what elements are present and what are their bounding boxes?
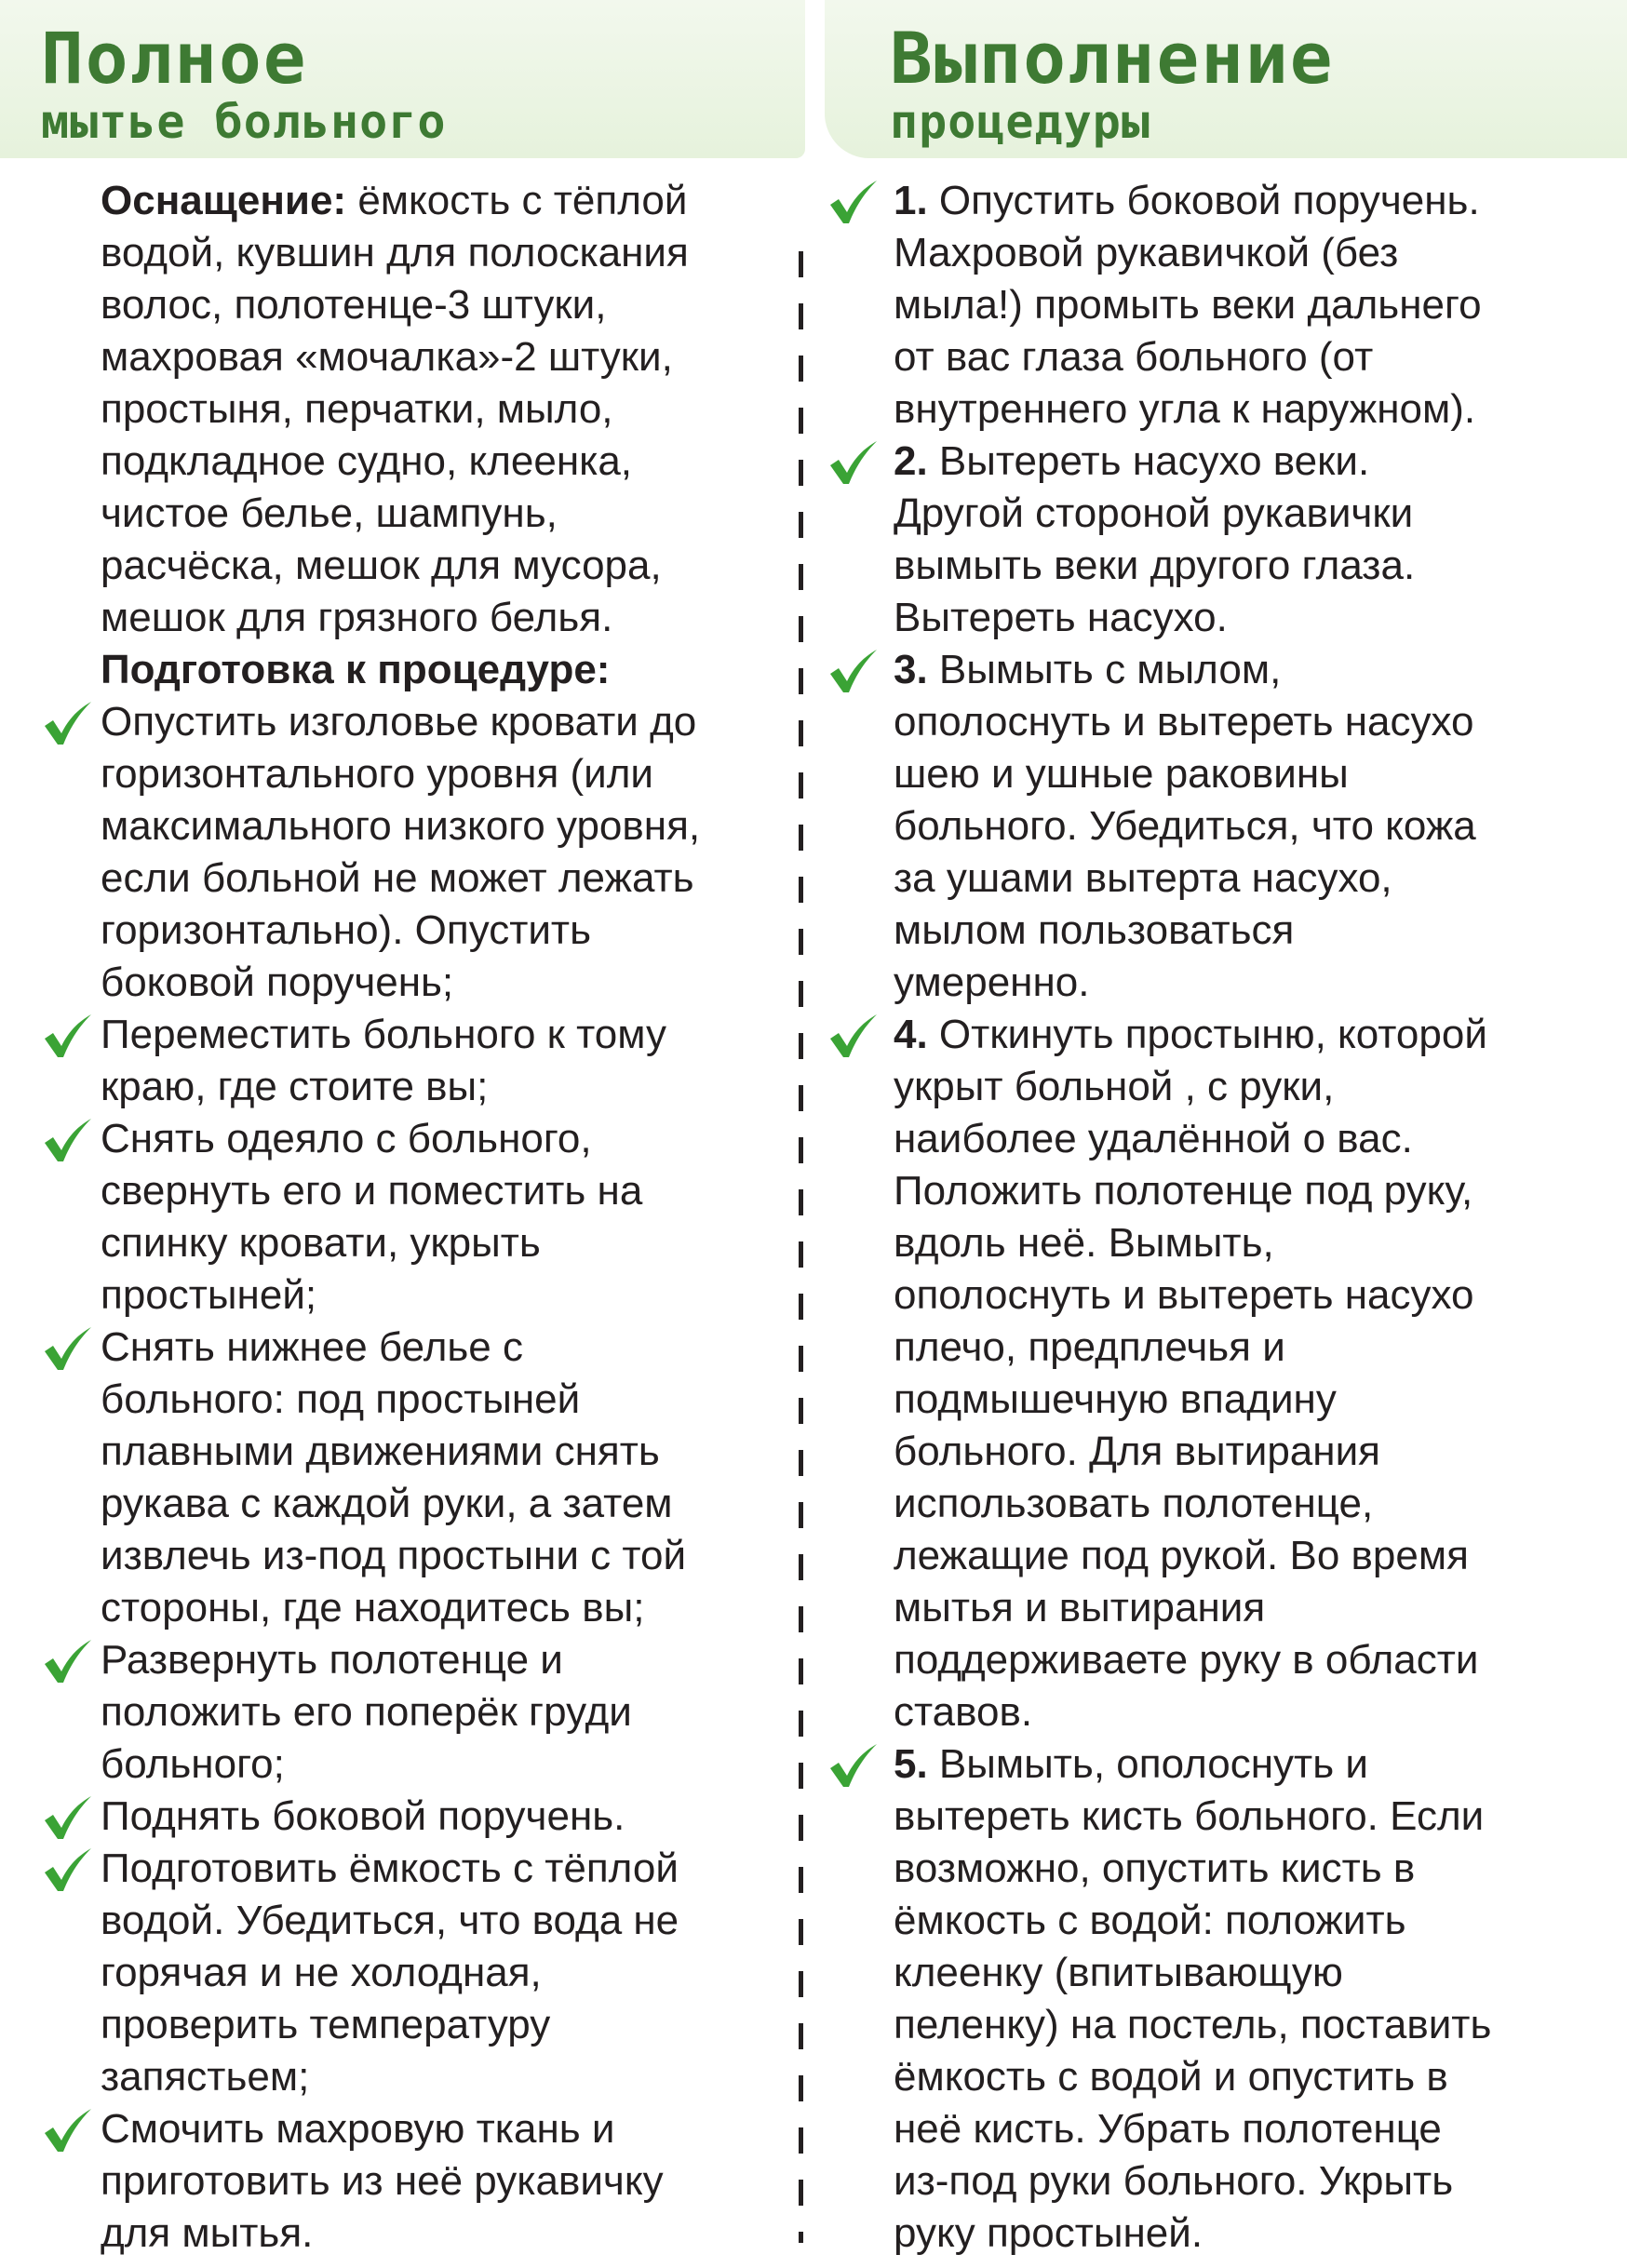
step-number: 2. <box>894 438 928 484</box>
step-first-line <box>894 1738 1491 1791</box>
step-line: лежащие под рукой. Во время <box>894 1533 1469 1578</box>
check-icon <box>827 1742 879 1791</box>
preparation-line-text: максимального низкого уровня, <box>101 803 701 849</box>
preparation-line <box>101 800 700 852</box>
check-icon <box>41 1013 93 1061</box>
preparation-item <box>101 1634 700 1791</box>
right-header <box>825 0 1627 158</box>
preparation-line <box>101 1947 700 1999</box>
step-text: Вымыть с мылом, <box>927 647 1282 692</box>
step-line: пеленку) на постель, поставить <box>894 2002 1492 2047</box>
preparation-line <box>101 1843 700 1895</box>
step-number: 4. <box>894 1012 928 1057</box>
check-icon <box>827 1013 879 1061</box>
step-line: за ушами вытерта насухо, <box>894 855 1392 901</box>
preparation-line-text: положить его поперёк груди <box>101 1689 632 1735</box>
check-icon <box>41 1325 93 1374</box>
preparation-item <box>101 1791 700 1843</box>
preparation-line-text: стороны, где находитесь вы; <box>101 1585 645 1631</box>
step-line: внутреннего угла к наружном). <box>894 386 1476 432</box>
step-line: плечо, предплечья и <box>894 1324 1285 1370</box>
step-line: ёмкость с водой и опустить в <box>894 2054 1448 2100</box>
preparation-line <box>101 2051 700 2103</box>
preparation-item <box>101 1322 700 1634</box>
preparation-item <box>101 696 700 1009</box>
right-header-subtitle: процедуры <box>890 95 1150 149</box>
step-item <box>894 175 1491 436</box>
preparation-line-text: спинку кровати, укрыть <box>101 1220 541 1266</box>
preparation-line <box>101 957 700 1009</box>
preparation-line <box>101 1791 700 1843</box>
preparation-line <box>101 2208 700 2260</box>
preparation-item <box>101 1843 700 2103</box>
equipment-line: подкладное судно, клеенка, <box>101 438 633 484</box>
preparation-line-text: Подготовить ёмкость с тёплой <box>101 1845 679 1891</box>
preparation-line-text: горячая и не холодная, <box>101 1950 542 1995</box>
step-line: неё кисть. Убрать полотенце <box>894 2106 1442 2152</box>
preparation-line-text: горизонтального уровня (или <box>101 751 653 797</box>
preparation-line <box>101 1999 700 2051</box>
step-text: Вымыть, ополоснуть и <box>927 1741 1368 1787</box>
step-line: вымыть веки другого глаза. <box>894 543 1416 588</box>
preparation-line <box>101 1738 700 1791</box>
preparation-line <box>101 1686 700 1738</box>
preparation-line <box>101 905 700 957</box>
column-divider <box>799 251 803 2243</box>
left-header-title: Полное <box>41 17 308 100</box>
step-line: возможно, опустить кисть в <box>894 1845 1416 1891</box>
step-line: мытья и вытирания <box>894 1585 1266 1631</box>
equipment-line: простыня, перчатки, мыло, <box>101 386 613 432</box>
preparation-line-text: плавными движениями снять <box>101 1429 660 1474</box>
step-line: от вас глаза больного (от <box>894 334 1374 380</box>
preparation-line <box>101 1217 700 1269</box>
step-first-line <box>894 1009 1491 1061</box>
preparation-line <box>101 1895 700 1947</box>
preparation-line <box>101 748 700 800</box>
preparation-line-text: проверить температуру <box>101 2002 551 2047</box>
check-icon <box>827 439 879 488</box>
preparation-line-text: краю, где стоите вы; <box>101 1064 489 1109</box>
step-line: умеренно. <box>894 960 1090 1005</box>
step-line: подмышечную впадину <box>894 1376 1337 1422</box>
preparation-label: Подготовка к процедуре: <box>101 647 611 692</box>
preparation-line <box>101 2103 700 2155</box>
step-line: поддерживаете руку в области <box>894 1637 1479 1683</box>
left-column <box>101 175 700 2260</box>
right-header-title: Выполнение <box>890 17 1335 100</box>
preparation-heading <box>101 644 700 696</box>
preparation-line-text: Снять нижнее белье с <box>101 1324 523 1370</box>
step-text: Вытереть насухо веки. <box>927 438 1370 484</box>
step-number: 1. <box>894 178 928 223</box>
preparation-line <box>101 1061 700 1113</box>
equipment-line: чистое белье, шампунь, <box>101 490 558 536</box>
preparation-line <box>101 1530 700 1582</box>
step-first-line <box>894 436 1491 488</box>
equipment-line: водой, кувшин для полоскания <box>101 230 689 275</box>
preparation-line-text: Снять одеяло с больного, <box>101 1116 592 1161</box>
preparation-line <box>101 1478 700 1530</box>
step-line: ставов. <box>894 1689 1033 1735</box>
equipment-line: волос, полотенце-3 штуки, <box>101 282 607 328</box>
preparation-line-text: больного: под простыней <box>101 1376 581 1422</box>
equipment-line: мешок для грязного белья. <box>101 595 613 640</box>
preparation-line-text: извлечь из-под простыни с той <box>101 1533 687 1578</box>
preparation-line <box>101 1426 700 1478</box>
steps-list <box>894 175 1491 2260</box>
check-icon <box>827 648 879 696</box>
equipment-line: расчёска, мешок для мусора, <box>101 543 662 588</box>
preparation-item <box>101 1009 700 1113</box>
check-icon <box>41 1638 93 1686</box>
step-text: Опустить боковой поручень. <box>927 178 1480 223</box>
check-icon <box>41 700 93 748</box>
preparation-line <box>101 1165 700 1217</box>
step-line: вытереть кисть больного. Если <box>894 1793 1485 1839</box>
check-icon <box>41 1794 93 1843</box>
preparation-line-text: водой. Убедиться, что вода не <box>101 1898 679 1943</box>
step-line: шею и ушные раковины <box>894 751 1349 797</box>
step-first-line <box>894 175 1491 227</box>
step-item <box>894 644 1491 1009</box>
preparation-line-text: рукава с каждой руки, а затем <box>101 1481 673 1526</box>
preparation-line-text: Переместить больного к тому <box>101 1012 666 1057</box>
preparation-line-text: Опустить изголовье кровати до <box>101 699 697 745</box>
equipment-text: ёмкость с тёплой <box>346 178 688 223</box>
step-number: 5. <box>894 1741 928 1787</box>
preparation-line <box>101 1009 700 1061</box>
preparation-line <box>101 1582 700 1634</box>
step-first-line <box>894 644 1491 696</box>
preparation-item <box>101 2103 700 2260</box>
preparation-line <box>101 2155 700 2208</box>
step-line: ополоснуть и вытереть насухо <box>894 699 1474 745</box>
preparation-line <box>101 1322 700 1374</box>
step-line: наиболее удалённой о вас. <box>894 1116 1413 1161</box>
preparation-line-text: для мытья. <box>101 2210 314 2256</box>
step-line: Вытереть насухо. <box>894 595 1228 640</box>
step-line: ополоснуть и вытереть насухо <box>894 1272 1474 1318</box>
step-line: больного. Для вытирания <box>894 1429 1380 1474</box>
step-text: Откинуть простыню, которой <box>927 1012 1487 1057</box>
preparation-line-text: боковой поручень; <box>101 960 454 1005</box>
preparation-list <box>101 696 700 2260</box>
step-line: клеенку (впитывающую <box>894 1950 1343 1995</box>
preparation-line <box>101 1113 700 1165</box>
equipment-first-line <box>101 175 700 227</box>
preparation-line-text: приготовить из неё рукавичку <box>101 2158 664 2204</box>
preparation-line-text: Поднять боковой поручень. <box>101 1793 625 1839</box>
preparation-line <box>101 852 700 905</box>
preparation-line-text: запястьем; <box>101 2054 310 2100</box>
preparation-line-text: Смочить махровую ткань и <box>101 2106 615 2152</box>
left-header <box>0 0 805 158</box>
step-line: ёмкость с водой: положить <box>894 1898 1406 1943</box>
step-line: из-под руки больного. Укрыть <box>894 2158 1454 2204</box>
preparation-line-text: больного; <box>101 1741 285 1787</box>
preparation-item <box>101 1113 700 1322</box>
left-header-subtitle: мытье больного <box>41 95 447 149</box>
step-line: использовать полотенце, <box>894 1481 1374 1526</box>
equipment-line: махровая «мочалка»-2 штуки, <box>101 334 673 380</box>
preparation-line-text: свернуть его и поместить на <box>101 1168 643 1214</box>
preparation-line <box>101 1634 700 1686</box>
step-line: больного. Убедиться, что кожа <box>894 803 1476 849</box>
preparation-line-text: горизонтально). Опустить <box>101 907 592 953</box>
step-line: мылом пользоваться <box>894 907 1295 953</box>
preparation-line <box>101 1374 700 1426</box>
step-line: мыла!) промыть веки дальнего <box>894 282 1482 328</box>
check-icon <box>41 1117 93 1165</box>
step-line: Другой стороной рукавички <box>894 490 1414 536</box>
step-line: руку простыней. <box>894 2210 1203 2256</box>
step-number: 3. <box>894 647 928 692</box>
step-item <box>894 1738 1491 2260</box>
step-line: вдоль неё. Вымыть, <box>894 1220 1274 1266</box>
preparation-line-text: простыней; <box>101 1272 317 1318</box>
check-icon <box>41 1846 93 1895</box>
step-item <box>894 1009 1491 1738</box>
step-item <box>894 436 1491 644</box>
step-line: Махровой рукавичкой (без <box>894 230 1399 275</box>
equipment-label: Оснащение: <box>101 178 347 223</box>
step-line: укрыт больной , с руки, <box>894 1064 1335 1109</box>
check-icon <box>41 2107 93 2155</box>
step-line: Положить полотенце под руку, <box>894 1168 1473 1214</box>
preparation-line <box>101 696 700 748</box>
preparation-line <box>101 1269 700 1322</box>
preparation-line-text: если больной не может лежать <box>101 855 694 901</box>
preparation-line-text: Развернуть полотенце и <box>101 1637 563 1683</box>
check-icon <box>827 179 879 227</box>
